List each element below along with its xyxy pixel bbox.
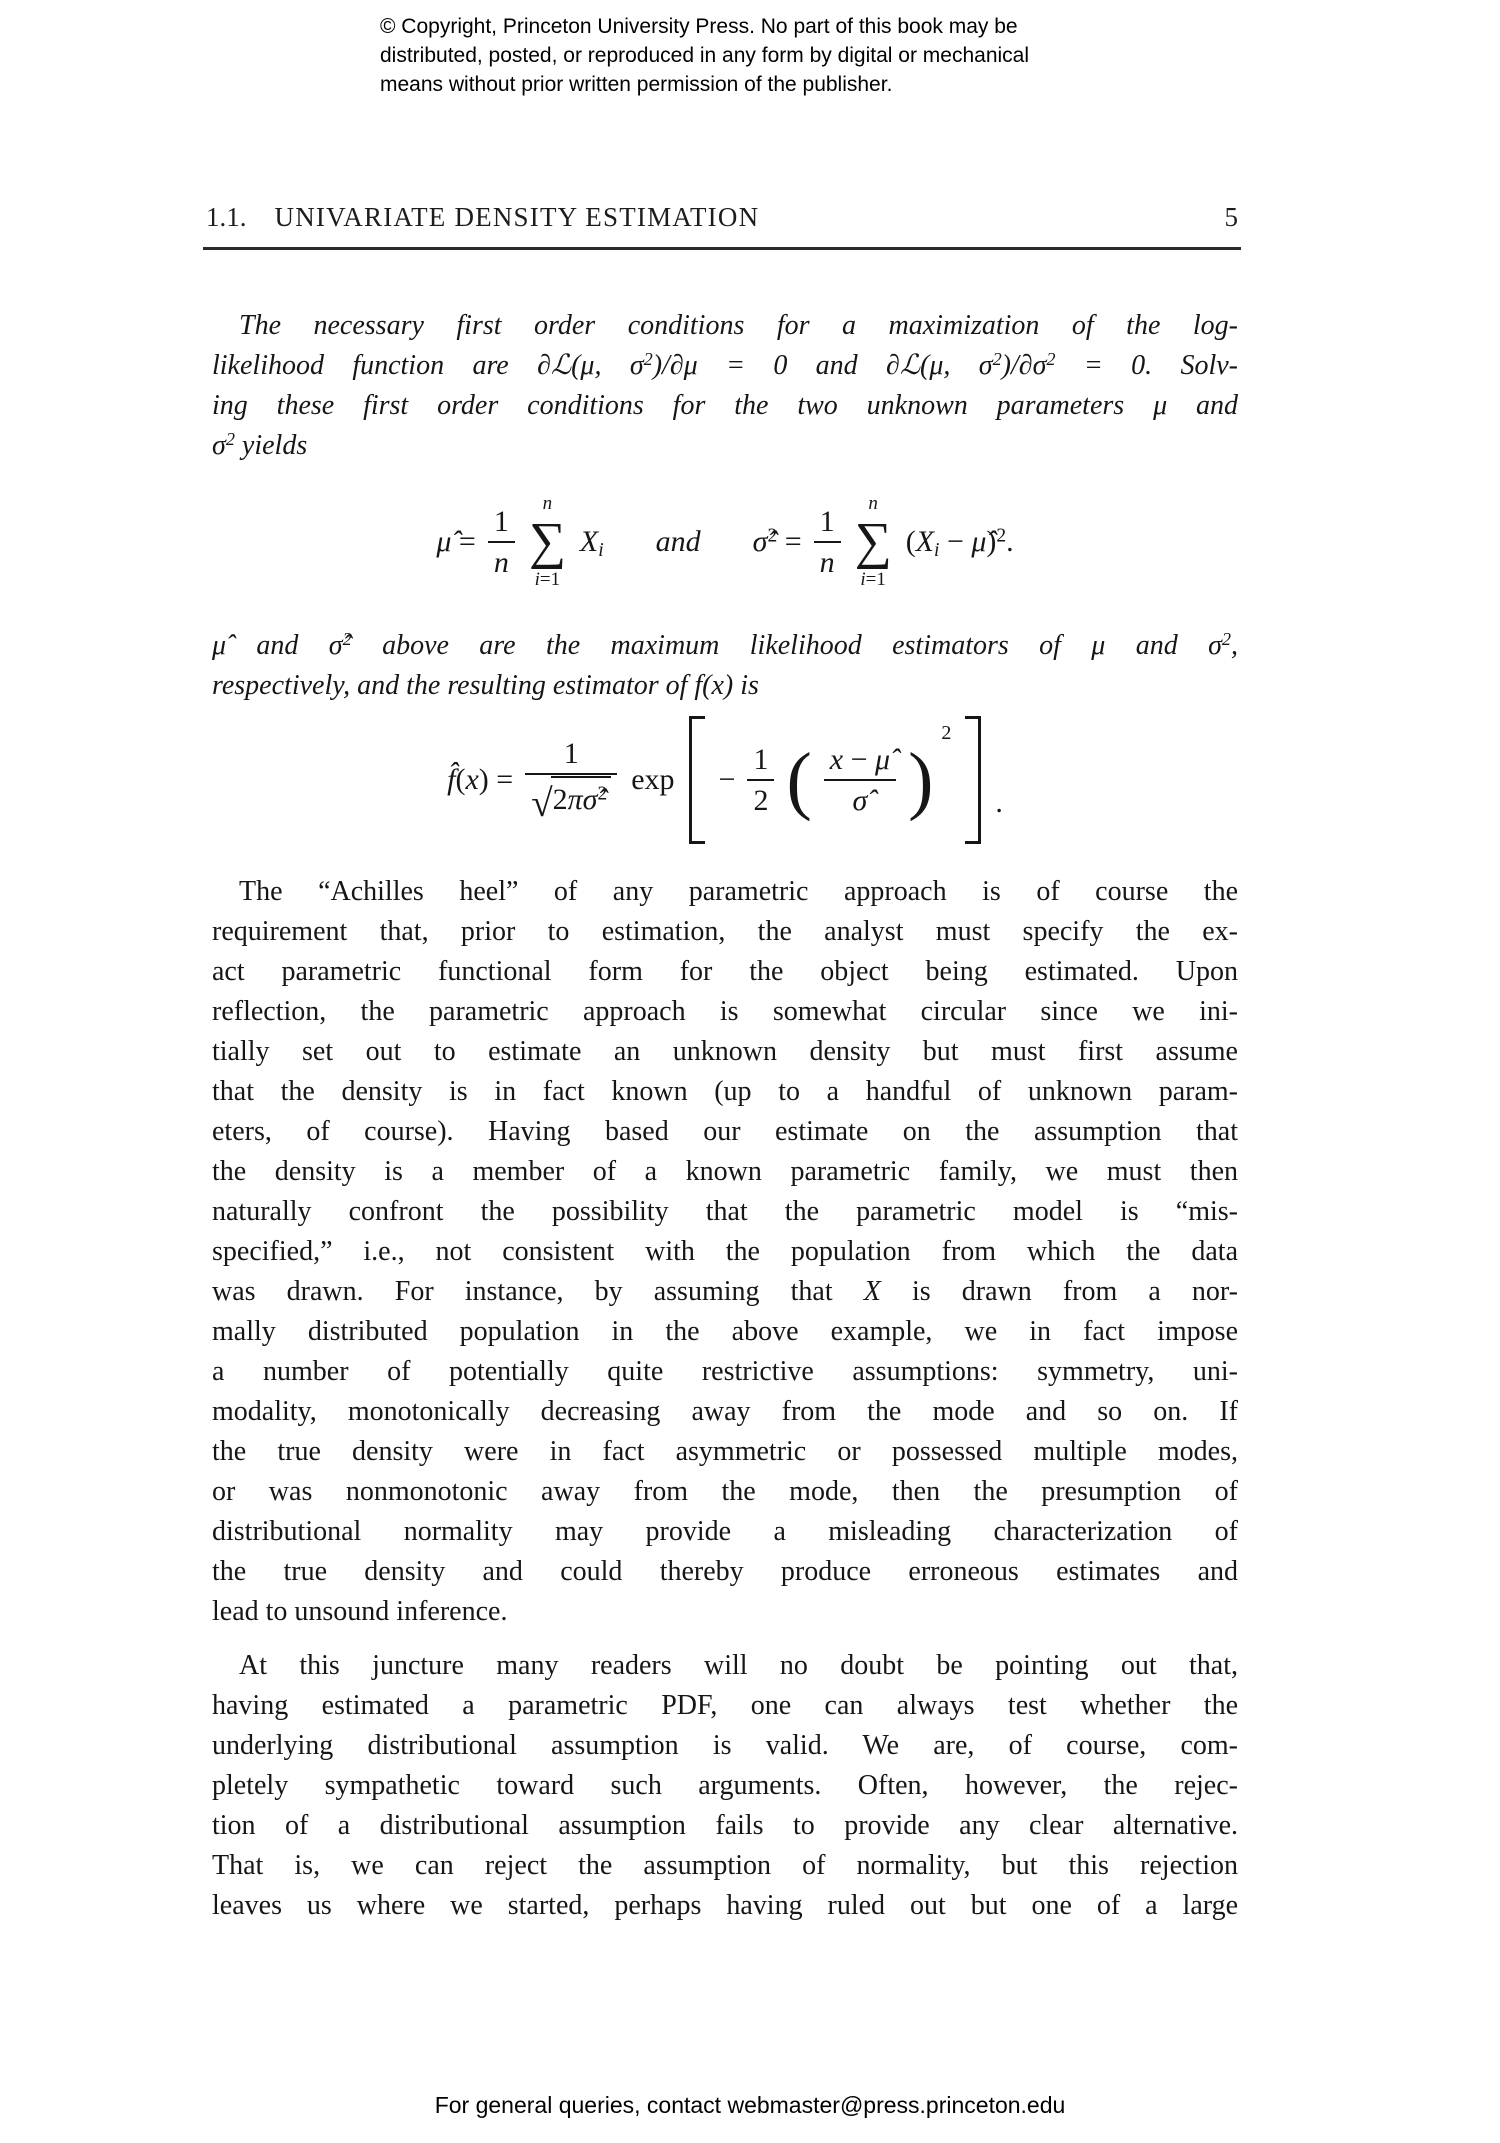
minus-sign: − [718, 763, 736, 796]
fraction-one-half: $\frac{1}{2}$ [747, 740, 774, 821]
text-line: pletely sympathetic toward such arguments. Often, however, the rejec- [212, 1770, 1238, 1801]
fraction-one-over-n: $\frac{1}{n}$ [814, 502, 841, 583]
text-line: mally distributed population in the above example, we in fact impose [212, 1316, 1238, 1347]
text-line: underlying distributional assumption is valid. We are, of course, com- [212, 1730, 1238, 1761]
exp-operator: exp [631, 763, 675, 796]
running-head [206, 202, 1238, 233]
connector-and: and [655, 525, 701, 558]
square-root: √ 2πσ̂$^2$ [531, 776, 611, 819]
text-line: distributional normality may provide a misleading characterization of [212, 1516, 1238, 1547]
mu-hat-equals: μ̂ = [436, 525, 476, 558]
text-line: At this juncture many readers will no doubt be pointing out that, [239, 1650, 1238, 1681]
text-line: $\sigma^2$ yields [212, 428, 308, 461]
text-line: means without prior written permission of the publisher. [380, 73, 893, 96]
text-line: a number of potentially quite restrictive assumptions: symmetry, uni- [212, 1356, 1238, 1387]
text-line: © Copyright, Princeton University Press. No part of this book may be [380, 15, 1018, 38]
text-line: respectively, and the resulting estimator of f(x) is [212, 670, 759, 701]
fraction-one-over-n: $\frac{1}{n}$ [488, 502, 515, 583]
equation-period: . [995, 786, 1003, 819]
intro-paragraph [212, 306, 1238, 466]
right-parenthesis: ) [908, 737, 934, 822]
fraction-normalizing-constant: 1 √ 2πσ̂$^2$ [525, 734, 617, 826]
text-line: naturally confront the possibility that the parametric model is “mis- [212, 1196, 1238, 1227]
text-line: act parametric functional form for the object being estimated. Upon [212, 956, 1238, 987]
left-parenthesis: ( [786, 737, 812, 822]
text-line: was drawn. For instance, by assuming that X is drawn from a nor- [212, 1276, 1239, 1307]
estimator-paragraph [212, 626, 1238, 706]
text-line: leaves us where we started, perhaps having ruled out but one of a large [212, 1890, 1238, 1921]
summand-xi: $X_i$ [579, 525, 604, 561]
text-line: having estimated a parametric PDF, one can always test whether the [212, 1690, 1238, 1721]
summand-squared-deviation: ($X_i$ − μ̂)$^2$. [905, 525, 1014, 561]
text-line: tion of a distributional assumption fails to provide any clear alternative. [212, 1810, 1238, 1841]
sigma-symbol: ∑ [528, 513, 566, 571]
summation-operator: n ∑ i=1 [528, 493, 566, 590]
section-title: UNIVARIATE DENSITY ESTIMATION [274, 202, 760, 232]
sigma-hat-squared-equals: σ̂$^2$ = [752, 525, 802, 558]
text-line: lead to unsound inference. [212, 1596, 508, 1627]
text-line: The necessary first order conditions for a maximization of the log- [239, 310, 1238, 341]
text-line: that the density is in fact known (up to a handful of unknown param- [212, 1076, 1238, 1107]
text-line: ing these first order conditions for the two unknown parameters μ and [212, 390, 1238, 421]
text-line: eters, of course). Having based our estimate on the assumption that [212, 1116, 1238, 1147]
text-line: tially set out to estimate an unknown density but must first assume [212, 1036, 1238, 1067]
page-number: 5 [1224, 202, 1238, 232]
radical-sign: √ [531, 781, 553, 825]
text-line: requirement that, prior to estimation, the analyst must specify the ex- [212, 916, 1238, 947]
fraction-standardized-value: $\frac{x - \mû}{\sigmâ}$ [824, 740, 896, 821]
text-line: reflection, the parametric approach is somewhat circular since we ini- [212, 996, 1238, 1027]
sigma-symbol: ∑ [854, 513, 892, 571]
section-number: 1.1. [206, 202, 247, 232]
copyright-notice [380, 12, 1140, 99]
achilles-heel-paragraph [212, 872, 1238, 1632]
text-line: the true density and could thereby produce erroneous estimates and [212, 1556, 1238, 1587]
text-line: μ̂ and σ̂$^2$ above are the maximum likelihood estimators of μ and $\sigma^2$, [212, 628, 1238, 661]
text-line: the density is a member of a known parametric family, we must then [212, 1156, 1238, 1187]
equation-mle-estimators [212, 478, 1238, 606]
text-line: the true density were in fact asymmetric or possessed multiple modes, [212, 1436, 1238, 1467]
text-line: modality, monotonically decreasing away from the mode and so on. If [212, 1396, 1238, 1427]
summation-operator: n ∑ i=1 [854, 493, 892, 590]
text-line: distributed, posted, or reproduced in any form by digital or mechanical [380, 44, 1030, 67]
text-line: specified,” i.e., not consistent with the population from which the data [212, 1236, 1238, 1267]
f-hat-x-equals: f̂(x) = [447, 763, 514, 796]
exponent-two: 2 [941, 722, 952, 744]
header-rule [203, 247, 1241, 250]
right-bracket [965, 716, 981, 844]
text-line: or was nonmonotonic away from the mode, then the presumption of [212, 1476, 1238, 1507]
equation-normal-density-estimator [212, 714, 1238, 846]
left-bracket [689, 716, 705, 844]
text-line: That is, we can reject the assumption of normality, but this rejection [212, 1850, 1238, 1881]
footer-queries: For general queries, contact webmaster@press.princeton.edu [434, 2092, 1066, 2118]
juncture-paragraph [212, 1646, 1238, 1926]
text-line: likelihood function are ∂ℒ(μ, $\sigma^2)/\partial\mu = 0$ and ∂ℒ(μ, $\sigma^2)/\partial\sigma^2 = 0$. Solv- [212, 348, 1238, 381]
text-line: The “Achilles heel” of any parametric approach is of course the [239, 876, 1238, 907]
